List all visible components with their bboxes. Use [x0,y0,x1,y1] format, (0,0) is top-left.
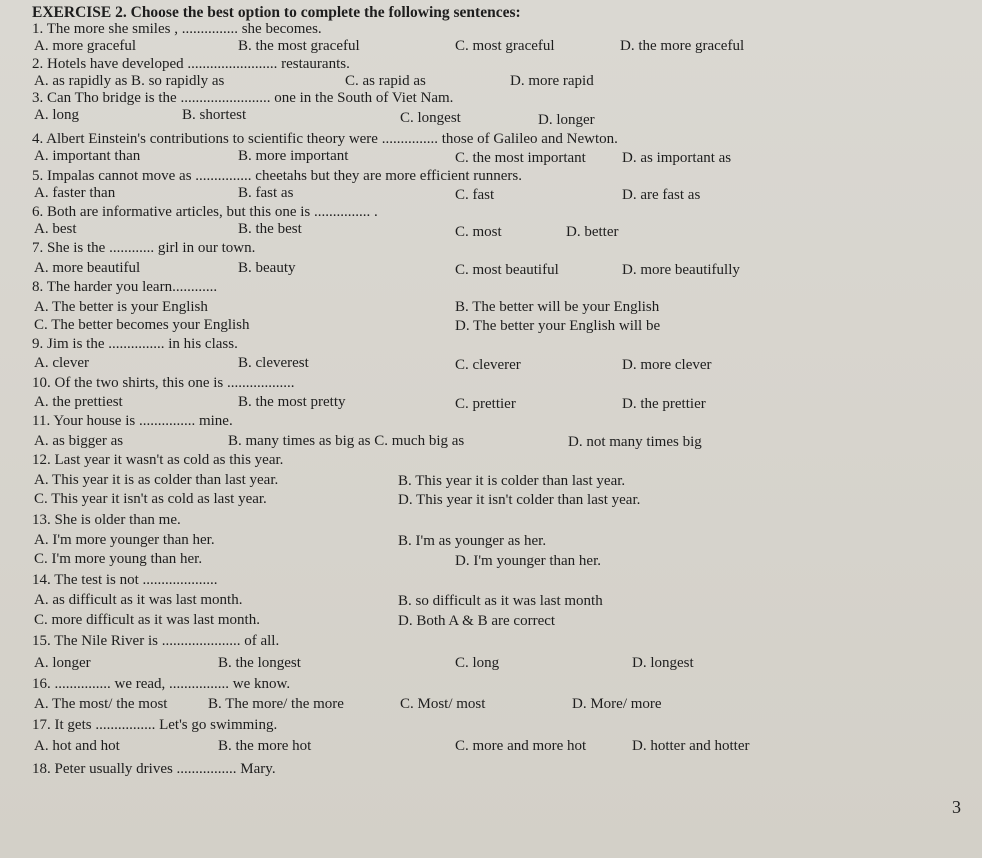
q2-option-ab: A. as rapidly as B. so rapidly as [34,73,225,89]
q15-option-d: D. longest [632,655,694,671]
question-12: 12. Last year it wasn't as cold as this year. [32,452,284,468]
question-4: 4. Albert Einstein's contributions to scientific theory were ............... those of Galileo and Newton. [32,131,618,147]
q9-option-d: D. more clever [622,357,712,373]
q6-option-d: D. better [566,224,619,240]
q3-option-d: D. longer [538,112,595,128]
q11-option-d: D. not many times big [568,434,702,450]
q4-option-a: A. important than [34,148,141,164]
q12-option-a: A. This year it is as colder than last year. [34,472,279,488]
q14-option-d: D. Both A & B are correct [398,613,556,629]
q6-option-c: C. most [455,224,502,240]
question-3: 3. Can Tho bridge is the ........................ one in the South of Viet Nam. [32,90,454,106]
q9-option-a: A. clever [34,355,89,371]
q16-option-c: C. Most/ most [400,696,486,712]
q11-option-a: A. as bigger as [34,433,124,449]
q8-option-d: D. The better your English will be [455,318,661,334]
question-6: 6. Both are informative articles, but this one is ............... . [32,204,378,220]
question-1: 1. The more she smiles , ............... she becomes. [32,21,322,37]
q5-option-a: A. faster than [34,185,116,201]
q1-option-d: D. the more graceful [620,38,745,54]
question-18: 18. Peter usually drives ................ Mary. [32,761,276,777]
q9-option-b: B. cleverest [238,355,309,371]
q6-option-a: A. best [34,221,77,237]
question-15: 15. The Nile River is ..................... of all. [32,633,280,649]
question-9: 9. Jim is the ............... in his class. [32,336,238,352]
q14-option-a: A. as difficult as it was last month. [34,592,243,608]
q17-option-c: C. more and more hot [455,738,587,754]
q7-option-d: D. more beautifully [622,262,740,278]
q17-option-b: B. the more hot [218,738,312,754]
q3-option-c: C. longest [400,110,461,126]
page-number: 3 [952,797,961,817]
question-11: 11. Your house is ............... mine. [32,413,233,429]
q15-option-b: B. the longest [218,655,301,671]
q9-option-c: C. cleverer [455,357,521,373]
q2-option-d: D. more rapid [510,73,594,89]
question-2: 2. Hotels have developed ........................ restaurants. [32,56,350,72]
q10-option-c: C. prettier [455,396,516,412]
q4-option-c: C. the most important [455,150,586,166]
q10-option-b: B. the most pretty [238,394,346,410]
q3-option-b: B. shortest [182,107,247,123]
q7-option-c: C. most beautiful [455,262,559,278]
q3-option-a: A. long [34,107,79,123]
q15-option-a: A. longer [34,655,91,671]
q14-option-c: C. more difficult as it was last month. [34,612,260,628]
q7-option-b: B. beauty [238,260,296,276]
q12-option-c: C. This year it isn't as cold as last year. [34,491,267,507]
q8-option-a: A. The better is your English [34,299,208,315]
q5-option-c: C. fast [455,187,495,203]
q12-option-b: B. This year it is colder than last year. [398,473,626,489]
q16-option-d: D. More/ more [572,696,662,712]
q15-option-c: C. long [455,655,500,671]
question-7: 7. She is the ............ girl in our town. [32,240,256,256]
q10-option-d: D. the prettier [622,396,706,412]
q13-option-a: A. I'm more younger than her. [34,532,215,548]
q13-option-c: C. I'm more young than her. [34,551,203,567]
q12-option-d: D. This year it isn't colder than last year. [398,492,641,508]
q8-option-c: C. The better becomes your English [34,317,250,333]
exercise-title: EXERCISE 2. Choose the best option to complete the following sentences: [32,4,521,21]
q10-option-a: A. the prettiest [34,394,123,410]
question-16: 16. ............... we read, ................ we know. [32,676,291,692]
q1-option-c: C. most graceful [455,38,555,54]
question-17: 17. It gets ................ Let's go swimming. [32,717,278,733]
q11-option-bc: B. many times as big as C. much big as [228,433,465,449]
q8-option-b: B. The better will be your English [455,299,660,315]
q16-option-b: B. The more/ the more [208,696,344,712]
q5-option-d: D. are fast as [622,187,701,203]
q5-option-b: B. fast as [238,185,294,201]
q1-option-b: B. the most graceful [238,38,360,54]
question-14: 14. The test is not .................... [32,572,218,588]
q2-option-c: C. as rapid as [345,73,426,89]
q13-option-d: D. I'm younger than her. [455,553,602,569]
q1-option-a: A. more graceful [34,38,137,54]
q16-option-a: A. The most/ the most [34,696,168,712]
question-8: 8. The harder you learn............ [32,279,218,295]
q17-option-a: A. hot and hot [34,738,120,754]
question-5: 5. Impalas cannot move as ............... cheetahs but they are more efficient runners. [32,168,522,184]
q6-option-b: B. the best [238,221,302,237]
question-10: 10. Of the two shirts, this one is .................. [32,375,295,391]
q7-option-a: A. more beautiful [34,260,141,276]
q17-option-d: D. hotter and hotter [632,738,750,754]
question-13: 13. She is older than me. [32,512,181,528]
q4-option-d: D. as important as [622,150,732,166]
q4-option-b: B. more important [238,148,349,164]
q14-option-b: B. so difficult as it was last month [398,593,603,609]
q13-option-b: B. I'm as younger as her. [398,533,547,549]
